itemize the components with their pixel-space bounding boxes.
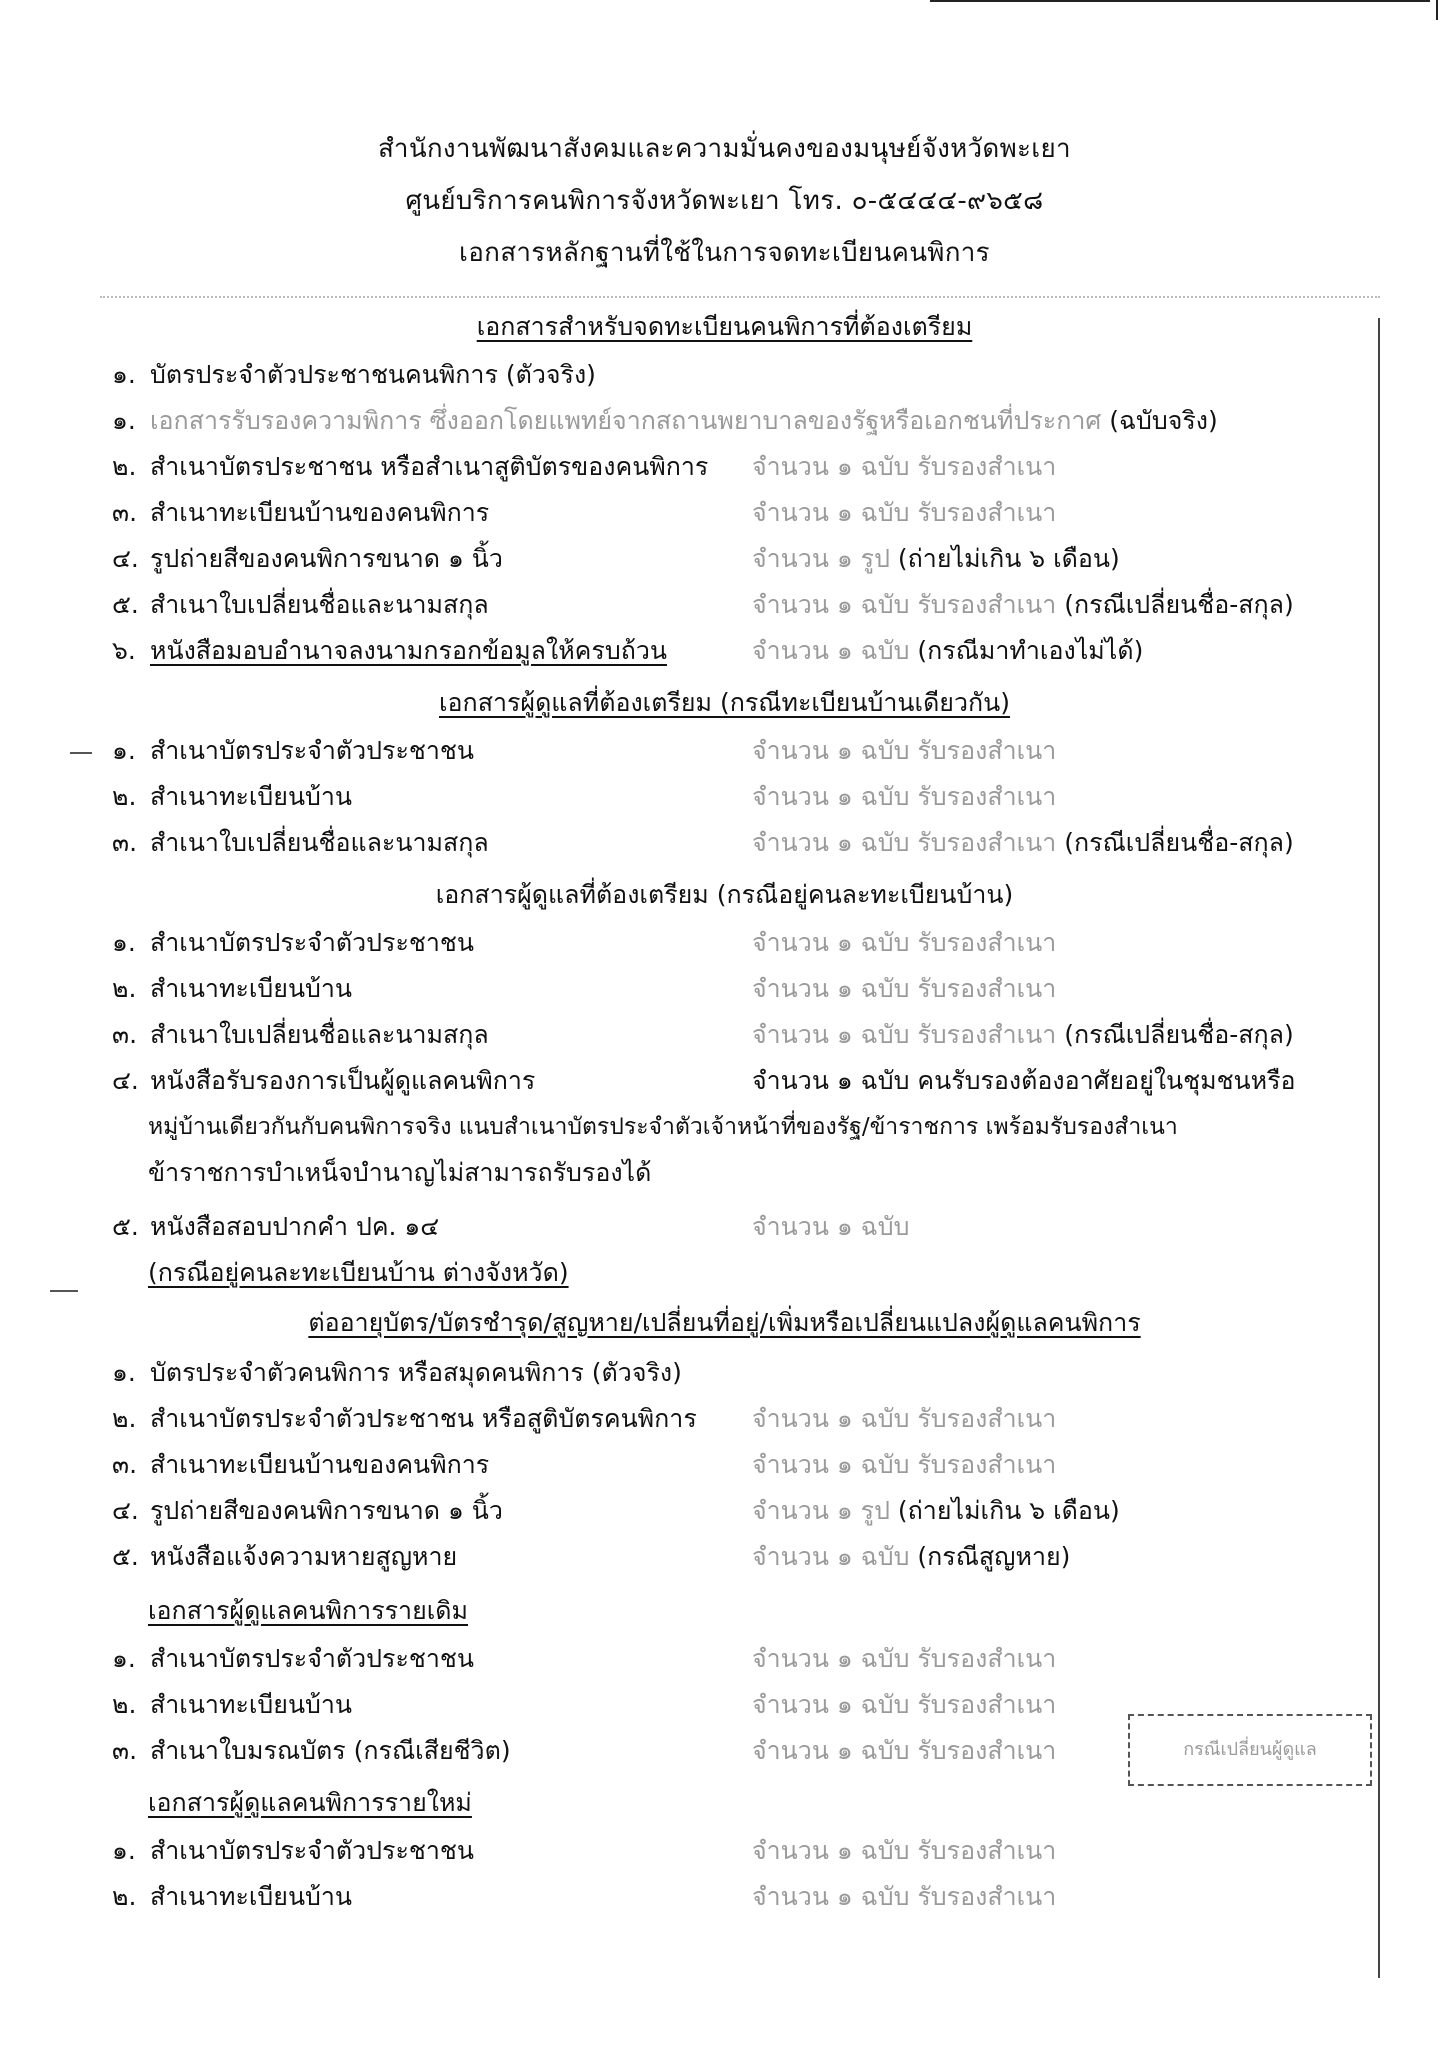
list-item: ๑. สำเนาบัตรประจำตัวประชาชน จำนวน ๑ ฉบับ รับรองสำเนา — [112, 928, 1057, 957]
list-item: ๒. สำเนาบัตรประจำตัวประชาชน หรือสูติบัตรคนพิการ จำนวน ๑ ฉบับ รับรองสำเนา — [112, 1404, 1057, 1433]
list-item: ๖. หนังสือมอบอำนาจลงนามกรอกข้อมูลให้ครบถ้วน จำนวน ๑ ฉบับ (กรณีมาทำเองไม่ได้) — [112, 636, 1144, 665]
stamp-box: กรณีเปลี่ยนผู้ดูแล — [1128, 1714, 1372, 1786]
wrapped-text: ข้าราชการบำเหน็จบำนาญไม่สามารถรับรองได้ — [148, 1158, 652, 1187]
list-item: ๑. บัตรประจำตัวประชาชนคนพิการ (ตัวจริง) — [112, 360, 596, 389]
list-item: ๔. รูปถ่ายสีของคนพิการขนาด ๑ นิ้ว จำนวน ๑ รูป (ถ่ายไม่เกิน ๖ เดือน) — [112, 544, 1120, 573]
header-line-2: ศูนย์บริการคนพิการจังหวัดพะเยา โทร. ๐-๕๔๔๔-๙๖๕๘ — [405, 186, 1044, 216]
list-item: ๑. สำเนาบัตรประจำตัวประชาชน จำนวน ๑ ฉบับ รับรองสำเนา — [112, 736, 1057, 765]
list-item: ๕. สำเนาใบเปลี่ยนชื่อและนามสกุล จำนวน ๑ ฉบับ รับรองสำเนา (กรณีเปลี่ยนชื่อ-สกุล) — [112, 590, 1294, 619]
list-item: ๑. บัตรประจำตัวคนพิการ หรือสมุดคนพิการ (ตัวจริง) — [112, 1358, 682, 1387]
list-item: ๓. สำเนาใบเปลี่ยนชื่อและนามสกุล จำนวน ๑ ฉบับ รับรองสำเนา (กรณีเปลี่ยนชื่อ-สกุล) — [112, 1020, 1294, 1049]
list-item: ๓. สำเนาใบมรณบัตร (กรณีเสียชีวิต) จำนวน ๑ ฉบับ รับรองสำเนา — [112, 1736, 1057, 1765]
list-item: ๔. รูปถ่ายสีของคนพิการขนาด ๑ นิ้ว จำนวน ๑ รูป (ถ่ายไม่เกิน ๖ เดือน) — [112, 1496, 1120, 1525]
list-item: ๓. สำเนาใบเปลี่ยนชื่อและนามสกุล จำนวน ๑ ฉบับ รับรองสำเนา (กรณีเปลี่ยนชื่อ-สกุล) — [112, 828, 1294, 857]
list-item: ๔. หนังสือรับรองการเป็นผู้ดูแลคนพิการ จำนวน ๑ ฉบับ คนรับรองต้องอาศัยอยู่ในชุมชนหรือ — [112, 1066, 1296, 1095]
list-item: ๒. สำเนาทะเบียนบ้าน จำนวน ๑ ฉบับ รับรองสำเนา — [112, 782, 1057, 811]
header-line-3: เอกสารหลักฐานที่ใช้ในการจดทะเบียนคนพิการ — [459, 238, 990, 268]
list-item: ๒. สำเนาบัตรประชาชน หรือสำเนาสูติบัตรของคนพิการ จำนวน ๑ ฉบับ รับรองสำเนา — [112, 452, 1057, 481]
list-item: ๒. สำเนาทะเบียนบ้าน จำนวน ๑ ฉบับ รับรองสำเนา — [112, 1882, 1057, 1911]
list-item: ๓. สำเนาทะเบียนบ้านของคนพิการ จำนวน ๑ ฉบับ รับรองสำเนา — [112, 1450, 1057, 1479]
dotted-divider — [100, 296, 1380, 298]
section-heading: เอกสารสำหรับจดทะเบียนคนพิการที่ต้องเตรียม — [476, 312, 973, 341]
list-item: ๒. สำเนาทะเบียนบ้าน จำนวน ๑ ฉบับ รับรองสำเนา — [112, 974, 1057, 1003]
scan-edge-mark — [50, 1290, 78, 1292]
scan-edge-line — [930, 0, 1430, 2]
list-item: ๑. สำเนาบัตรประจำตัวประชาชน จำนวน ๑ ฉบับ รับรองสำเนา — [112, 1836, 1057, 1865]
section-heading: เอกสารผู้ดูแลที่ต้องเตรียม (กรณีอยู่คนละทะเบียนบ้าน) — [435, 880, 1014, 909]
section-heading: ต่ออายุบัตร/บัตรชำรุด/สูญหาย/เปลี่ยนที่อยู่/เพิ่มหรือเปลี่ยนแปลงผู้ดูแลคนพิการ — [308, 1308, 1141, 1337]
wrapped-text: (กรณีอยู่คนละทะเบียนบ้าน ต่างจังหวัด) — [148, 1258, 569, 1287]
section-heading: เอกสารผู้ดูแลที่ต้องเตรียม (กรณีทะเบียนบ้านเดียวกัน) — [439, 688, 1010, 717]
scan-edge-line — [1436, 0, 1438, 20]
section-heading: เอกสารผู้ดูแลคนพิการรายเดิม — [148, 1596, 469, 1625]
wrapped-text: หมู่บ้านเดียวกันกับคนพิการจริง แนบสำเนาบัตรประจำตัวเจ้าหน้าที่ของรัฐ/ข้าราชการ เพร้อมรับรองสำเนา — [148, 1114, 1178, 1140]
list-item: ๑. สำเนาบัตรประจำตัวประชาชน จำนวน ๑ ฉบับ รับรองสำเนา — [112, 1644, 1057, 1673]
list-item: ๓. สำเนาทะเบียนบ้านของคนพิการ จำนวน ๑ ฉบับ รับรองสำเนา — [112, 498, 1057, 527]
list-item: ๒. สำเนาทะเบียนบ้าน จำนวน ๑ ฉบับ รับรองสำเนา — [112, 1690, 1057, 1719]
scan-edge-mark — [70, 752, 92, 754]
header-line-1: สำนักงานพัฒนาสังคมและความมั่นคงของมนุษย์จังหวัดพะเยา — [378, 134, 1071, 164]
list-item: ๕. หนังสือแจ้งความหายสูญหาย จำนวน ๑ ฉบับ (กรณีสูญหาย) — [112, 1542, 1071, 1571]
section-heading: เอกสารผู้ดูแลคนพิการรายใหม่ — [148, 1788, 472, 1817]
list-item: ๕. หนังสือสอบปากคำ ปค. ๑๔ จำนวน ๑ ฉบับ — [112, 1212, 910, 1241]
list-item: ๑. เอกสารรับรองความพิการ ซึ่งออกโดยแพทย์จากสถานพยาบาลของรัฐหรือเอกชนที่ประกาศ (ฉบับจริง) — [112, 406, 1218, 435]
